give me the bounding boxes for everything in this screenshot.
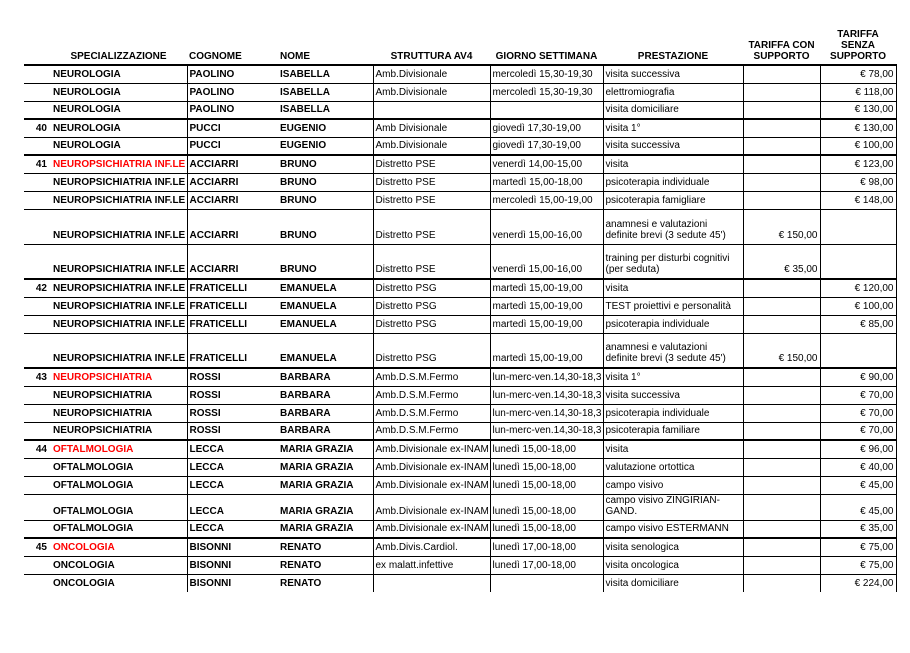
cell-name: BARBARA (278, 368, 373, 386)
cell-fee-without-support: € 78,00 (820, 65, 896, 83)
cell-day: lunedì 15,00-18,00 (490, 476, 603, 494)
cell-service: visita (603, 440, 743, 458)
header-fee-with-support: TARIFFA CON SUPPORTO (743, 0, 820, 65)
cell-day: mercoledì 15,30-19,30 (490, 83, 603, 101)
cell-fee-with-support (743, 65, 820, 83)
row-index (24, 191, 50, 209)
cell-fee-without-support: € 100,00 (820, 137, 896, 155)
cell-surname: BISONNI (187, 574, 278, 592)
cell-day: lunedì 15,00-18,00 (490, 494, 603, 520)
cell-structure: Distretto PSG (373, 333, 490, 368)
cell-specialization (50, 574, 187, 592)
row-index (24, 173, 50, 191)
header-fee-without-support: TARIFFA SENZA SUPPORTO (820, 0, 896, 65)
cell-day (490, 101, 603, 119)
specialization-label: NEUROPSICHIATRIA INF.LE (53, 282, 186, 294)
table-row (24, 574, 896, 592)
cell-specialization (50, 458, 187, 476)
specialization-label: OFTALMOLOGIA (53, 443, 134, 455)
cell-specialization (50, 333, 187, 368)
cell-fee-with-support (743, 83, 820, 101)
cell-structure: Amb.Divisionale ex-INAM (373, 458, 490, 476)
cell-structure: Distretto PSG (373, 297, 490, 315)
cell-service: psicoterapia individuale (603, 315, 743, 333)
cell-surname: ROSSI (187, 386, 278, 404)
cell-fee-with-support: € 150,00 (743, 333, 820, 368)
cell-structure: Distretto PSE (373, 173, 490, 191)
table-header-row (24, 0, 896, 65)
table-row (24, 494, 896, 520)
cell-service: anamnesi e valutazioni definite brevi (3 sedute 45') (603, 209, 743, 244)
specialization-label: NEUROPSICHIATRIA (53, 407, 153, 419)
row-index (24, 209, 50, 244)
cell-fee-without-support: € 90,00 (820, 368, 896, 386)
cell-surname: LECCA (187, 494, 278, 520)
table-row (24, 297, 896, 315)
row-index (24, 422, 50, 440)
cell-name: RENATO (278, 574, 373, 592)
row-index (24, 458, 50, 476)
cell-surname: ACCIARRI (187, 155, 278, 173)
row-index (24, 520, 50, 538)
specialization-label: NEUROPSICHIATRIA INF.LE (53, 353, 186, 364)
cell-fee-without-support: € 35,00 (820, 520, 896, 538)
cell-name: EMANUELA (278, 297, 373, 315)
cell-service: psicoterapia familiare (603, 422, 743, 440)
cell-service: visita successiva (603, 65, 743, 83)
cell-day: lun-merc-ven.14,30-18,3 (490, 386, 603, 404)
specialization-label: NEUROPSICHIATRIA (53, 389, 153, 401)
cell-structure: Amb.D.S.M.Fermo (373, 404, 490, 422)
cell-day: martedì 15,00-19,00 (490, 315, 603, 333)
cell-service: TEST proiettivi e personalità (603, 297, 743, 315)
cell-name: EUGENIO (278, 119, 373, 137)
cell-structure: Amb Divisionale (373, 119, 490, 137)
cell-fee-with-support (743, 538, 820, 556)
table-row (24, 458, 896, 476)
cell-name: BRUNO (278, 173, 373, 191)
table-row (24, 65, 896, 83)
cell-structure: Amb.Divisionale (373, 65, 490, 83)
cell-structure: Distretto PSE (373, 209, 490, 244)
cell-surname: PAOLINO (187, 65, 278, 83)
cell-fee-without-support: € 224,00 (820, 574, 896, 592)
header-name: NOME (278, 0, 373, 65)
cell-specialization (50, 83, 187, 101)
cell-specialization (50, 209, 187, 244)
cell-surname: LECCA (187, 458, 278, 476)
cell-fee-without-support: € 85,00 (820, 315, 896, 333)
cell-name: BARBARA (278, 404, 373, 422)
row-index (24, 476, 50, 494)
cell-surname: FRATICELLI (187, 333, 278, 368)
cell-surname: LECCA (187, 440, 278, 458)
cell-day: giovedì 17,30-19,00 (490, 137, 603, 155)
cell-fee-with-support (743, 494, 820, 520)
header-surname: COGNOME (187, 0, 278, 65)
row-index (24, 556, 50, 574)
cell-fee-without-support: € 96,00 (820, 440, 896, 458)
header-index (24, 0, 50, 65)
cell-fee-with-support (743, 279, 820, 297)
cell-service: training per disturbi cognitivi (per seduta) (603, 244, 743, 279)
table-row (24, 209, 896, 244)
table-row (24, 137, 896, 155)
table-row (24, 83, 896, 101)
cell-surname: FRATICELLI (187, 279, 278, 297)
table-row (24, 315, 896, 333)
cell-specialization (50, 422, 187, 440)
cell-service: visita 1° (603, 368, 743, 386)
row-index: 42 (24, 279, 50, 297)
cell-fee-with-support (743, 137, 820, 155)
specialization-label: NEUROLOGIA (53, 86, 121, 98)
table-row (24, 173, 896, 191)
cell-day: lunedì 15,00-18,00 (490, 458, 603, 476)
cell-day: martedì 15,00-19,00 (490, 297, 603, 315)
cell-surname: ACCIARRI (187, 191, 278, 209)
specialization-label: ONCOLOGIA (53, 559, 115, 571)
cell-fee-with-support (743, 556, 820, 574)
cell-structure: Amb.D.S.M.Fermo (373, 422, 490, 440)
cell-fee-without-support: € 45,00 (820, 476, 896, 494)
cell-surname: ACCIARRI (187, 209, 278, 244)
specialization-label: NEUROLOGIA (53, 68, 121, 80)
table-row (24, 119, 896, 137)
cell-day: lun-merc-ven.14,30-18,3 (490, 404, 603, 422)
specialization-label: OFTALMOLOGIA (53, 461, 134, 473)
cell-service: valutazione ortottica (603, 458, 743, 476)
cell-surname: BISONNI (187, 538, 278, 556)
cell-surname: FRATICELLI (187, 315, 278, 333)
cell-fee-without-support (820, 244, 896, 279)
cell-specialization (50, 155, 187, 173)
cell-service: anamnesi e valutazioni definite brevi (3 sedute 45') (603, 333, 743, 368)
cell-specialization (50, 101, 187, 119)
cell-structure: Distretto PSE (373, 191, 490, 209)
table-row (24, 279, 896, 297)
cell-day: lun-merc-ven.14,30-18,3 (490, 368, 603, 386)
cell-surname: PUCCI (187, 137, 278, 155)
cell-service: visita successiva (603, 386, 743, 404)
cell-fee-without-support: € 100,00 (820, 297, 896, 315)
cell-fee-without-support: € 98,00 (820, 173, 896, 191)
specialization-label: NEUROPSICHIATRIA (53, 425, 153, 436)
row-index (24, 137, 50, 155)
table-row (24, 476, 896, 494)
cell-surname: ACCIARRI (187, 244, 278, 279)
cell-fee-without-support: € 45,00 (820, 494, 896, 520)
cell-name: EUGENIO (278, 137, 373, 155)
cell-day: lunedì 15,00-18,00 (490, 520, 603, 538)
row-index (24, 83, 50, 101)
cell-name: BARBARA (278, 422, 373, 440)
cell-specialization (50, 538, 187, 556)
cell-fee-without-support: € 75,00 (820, 556, 896, 574)
cell-fee-without-support: € 118,00 (820, 83, 896, 101)
cell-fee-with-support (743, 101, 820, 119)
specialization-label: OFTALMOLOGIA (53, 523, 134, 534)
cell-fee-with-support (743, 173, 820, 191)
cell-fee-without-support: € 130,00 (820, 119, 896, 137)
cell-structure: Distretto PSE (373, 155, 490, 173)
cell-name: BRUNO (278, 191, 373, 209)
cell-surname: PAOLINO (187, 83, 278, 101)
cell-fee-with-support (743, 297, 820, 315)
cell-day: venerdì 15,00-16,00 (490, 209, 603, 244)
cell-name: MARIA GRAZIA (278, 440, 373, 458)
cell-name: BRUNO (278, 209, 373, 244)
row-index (24, 101, 50, 119)
cell-name: MARIA GRAZIA (278, 520, 373, 538)
cell-fee-with-support (743, 386, 820, 404)
row-index: 41 (24, 155, 50, 173)
cell-name: ISABELLA (278, 101, 373, 119)
cell-structure: Amb.Divisionale ex-INAM (373, 520, 490, 538)
cell-service: psicoterapia individuale (603, 173, 743, 191)
cell-surname: BISONNI (187, 556, 278, 574)
specialization-label: NEUROPSICHIATRIA INF.LE (53, 194, 186, 206)
cell-service: psicoterapia famigliare (603, 191, 743, 209)
cell-fee-without-support: € 148,00 (820, 191, 896, 209)
row-index (24, 297, 50, 315)
table-row (24, 422, 896, 440)
table-row (24, 440, 896, 458)
cell-service: visita 1° (603, 119, 743, 137)
specialization-label: NEUROPSICHIATRIA INF.LE (53, 300, 186, 312)
cell-specialization (50, 244, 187, 279)
row-index (24, 404, 50, 422)
cell-day: martedì 15,00-19,00 (490, 333, 603, 368)
header-structure: STRUTTURA AV4 (373, 0, 490, 65)
cell-structure: Amb.Divisionale (373, 83, 490, 101)
table-row (24, 404, 896, 422)
cell-structure: ex malatt.infettive (373, 556, 490, 574)
cell-fee-without-support: € 130,00 (820, 101, 896, 119)
row-index: 45 (24, 538, 50, 556)
row-index (24, 386, 50, 404)
cell-service: psicoterapia individuale (603, 404, 743, 422)
cell-specialization (50, 279, 187, 297)
cell-day: martedì 15,00-19,00 (490, 279, 603, 297)
cell-specialization (50, 191, 187, 209)
cell-service: visita domiciliare (603, 574, 743, 592)
cell-service: visita senologica (603, 538, 743, 556)
cell-fee-without-support (820, 209, 896, 244)
cell-structure: Distretto PSG (373, 279, 490, 297)
cell-fee-with-support (743, 191, 820, 209)
cell-fee-with-support: € 35,00 (743, 244, 820, 279)
cell-day: giovedì 17,30-19,00 (490, 119, 603, 137)
table-row (24, 538, 896, 556)
header-service: PRESTAZIONE (603, 0, 743, 65)
row-index (24, 574, 50, 592)
cell-specialization (50, 368, 187, 386)
cell-surname: ACCIARRI (187, 173, 278, 191)
table-row (24, 155, 896, 173)
cell-name: MARIA GRAZIA (278, 476, 373, 494)
cell-service: visita successiva (603, 137, 743, 155)
cell-structure: Amb.Divisionale ex-INAM (373, 494, 490, 520)
cell-specialization (50, 137, 187, 155)
cell-surname: PUCCI (187, 119, 278, 137)
row-index: 44 (24, 440, 50, 458)
specialization-label: NEUROPSICHIATRIA (53, 371, 153, 383)
cell-structure: Amb.D.S.M.Fermo (373, 368, 490, 386)
cell-fee-without-support (820, 333, 896, 368)
cell-structure: Amb.D.S.M.Fermo (373, 386, 490, 404)
cell-day: venerdì 15,00-16,00 (490, 244, 603, 279)
cell-fee-with-support (743, 440, 820, 458)
table-body (24, 65, 896, 592)
cell-structure: Amb.Divisionale (373, 137, 490, 155)
cell-structure: Amb.Divis.Cardiol. (373, 538, 490, 556)
cell-fee-with-support (743, 520, 820, 538)
cell-name: MARIA GRAZIA (278, 458, 373, 476)
cell-name: BRUNO (278, 155, 373, 173)
specialization-label: NEUROPSICHIATRIA INF.LE (53, 158, 186, 170)
cell-day: lunedì 17,00-18,00 (490, 538, 603, 556)
cell-fee-without-support: € 120,00 (820, 279, 896, 297)
cell-fee-with-support (743, 155, 820, 173)
cell-day (490, 574, 603, 592)
cell-service: campo visivo ZINGIRIAN-GAND. (603, 494, 743, 520)
specialization-label: NEUROLOGIA (53, 104, 121, 115)
table-row (24, 333, 896, 368)
cell-specialization (50, 65, 187, 83)
cell-fee-without-support: € 40,00 (820, 458, 896, 476)
table-row (24, 191, 896, 209)
specialization-label: NEUROPSICHIATRIA INF.LE (53, 264, 186, 275)
cell-name: RENATO (278, 538, 373, 556)
cell-name: EMANUELA (278, 315, 373, 333)
cell-service: visita (603, 279, 743, 297)
specialization-label: NEUROPSICHIATRIA INF.LE (53, 318, 186, 330)
cell-specialization (50, 556, 187, 574)
cell-service: campo visivo (603, 476, 743, 494)
cell-fee-without-support: € 70,00 (820, 404, 896, 422)
cell-fee-with-support (743, 315, 820, 333)
table-row (24, 520, 896, 538)
specialization-label: NEUROPSICHIATRIA INF.LE (53, 176, 186, 188)
cell-service: visita domiciliare (603, 101, 743, 119)
cell-service: campo visivo ESTERMANN (603, 520, 743, 538)
cell-specialization (50, 297, 187, 315)
cell-name: BRUNO (278, 244, 373, 279)
cell-day: venerdì 14,00-15,00 (490, 155, 603, 173)
cell-name: ISABELLA (280, 68, 330, 80)
cell-structure: Distretto PSG (373, 315, 490, 333)
cell-surname: FRATICELLI (187, 297, 278, 315)
cell-surname: ROSSI (187, 422, 278, 440)
specialization-label: NEUROLOGIA (53, 140, 121, 151)
cell-structure (373, 101, 490, 119)
cell-fee-without-support: € 75,00 (820, 538, 896, 556)
cell-fee-without-support: € 123,00 (820, 155, 896, 173)
cell-surname: LECCA (187, 476, 278, 494)
row-index: 40 (24, 119, 50, 137)
specialization-label: NEUROPSICHIATRIA INF.LE (53, 229, 186, 241)
cell-fee-without-support: € 70,00 (820, 422, 896, 440)
cell-fee-with-support (743, 574, 820, 592)
cell-surname: ROSSI (187, 404, 278, 422)
table-row (24, 368, 896, 386)
cell-fee-with-support (743, 458, 820, 476)
cell-structure (373, 574, 490, 592)
cell-structure: Distretto PSE (373, 244, 490, 279)
row-index (24, 65, 50, 83)
tariff-table (24, 0, 897, 592)
row-index (24, 315, 50, 333)
table-row (24, 101, 896, 119)
cell-specialization (50, 494, 187, 520)
cell-day: mercoledì 15,30-19,30 (490, 65, 603, 83)
specialization-label: ONCOLOGIA (53, 541, 115, 553)
row-index: 43 (24, 368, 50, 386)
cell-service: visita oncologica (603, 556, 743, 574)
specialization-label: ONCOLOGIA (53, 578, 115, 589)
cell-name: BARBARA (278, 386, 373, 404)
cell-specialization (50, 173, 187, 191)
cell-service: elettromiografia (603, 83, 743, 101)
specialization-label: NEUROLOGIA (53, 122, 121, 134)
cell-name: RENATO (278, 556, 373, 574)
cell-fee-with-support (743, 404, 820, 422)
specialization-label: OFTALMOLOGIA (53, 479, 134, 491)
cell-name: MARIA GRAZIA (278, 494, 373, 520)
header-day: GIORNO SETTIMANA (490, 0, 603, 65)
cell-surname: ROSSI (187, 368, 278, 386)
table-row (24, 244, 896, 279)
cell-specialization (50, 119, 187, 137)
cell-day: mercoledì 15,00-19,00 (490, 191, 603, 209)
cell-fee-with-support: € 150,00 (743, 209, 820, 244)
cell-fee-with-support (743, 119, 820, 137)
cell-structure: Amb.Divisionale ex-INAM (373, 476, 490, 494)
cell-day: martedì 15,00-18,00 (490, 173, 603, 191)
row-index (24, 494, 50, 520)
table-row (24, 386, 896, 404)
cell-day: lunedì 17,00-18,00 (490, 556, 603, 574)
cell-service: visita (603, 155, 743, 173)
table-row (24, 556, 896, 574)
row-index (24, 333, 50, 368)
cell-specialization (50, 476, 187, 494)
cell-name: EMANUELA (278, 333, 373, 368)
cell-structure: Amb.Divisionale ex-INAM (373, 440, 490, 458)
specialization-label: OFTALMOLOGIA (53, 505, 134, 517)
cell-day: lunedì 15,00-18,00 (490, 440, 603, 458)
row-index (24, 244, 50, 279)
header-specialization: SPECIALIZZAZIONE (50, 0, 187, 65)
cell-name: ISABELLA (278, 83, 373, 101)
cell-fee-with-support (743, 368, 820, 386)
cell-specialization (50, 386, 187, 404)
tariff-document (24, 0, 896, 592)
cell-fee-with-support (743, 422, 820, 440)
cell-specialization (50, 440, 187, 458)
cell-fee-with-support (743, 476, 820, 494)
cell-specialization (50, 404, 187, 422)
cell-day: lun-merc-ven.14,30-18,3 (490, 422, 603, 440)
cell-name: EMANUELA (278, 279, 373, 297)
cell-surname: LECCA (187, 520, 278, 538)
cell-surname: PAOLINO (187, 101, 278, 119)
cell-fee-without-support: € 70,00 (820, 386, 896, 404)
cell-specialization (50, 520, 187, 538)
cell-specialization (50, 315, 187, 333)
